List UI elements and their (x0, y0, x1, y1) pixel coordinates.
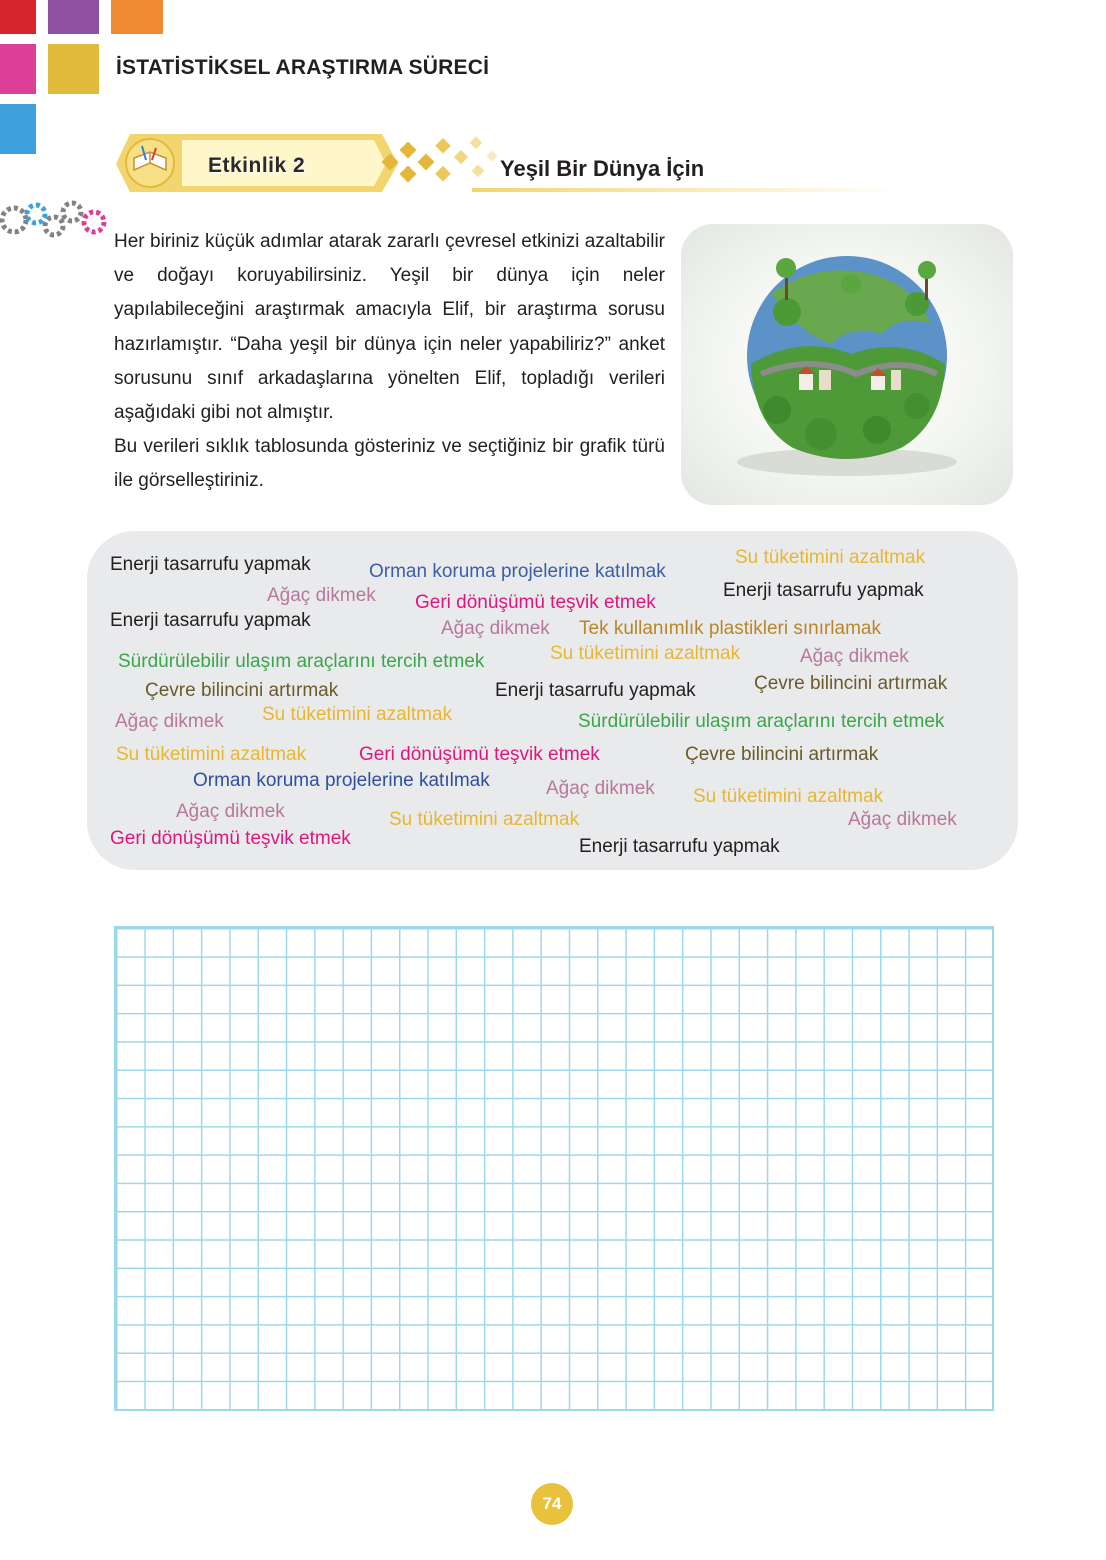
response-item: Orman koruma projelerine katılmak (369, 561, 666, 582)
response-item: Geri dönüşümü teşvik etmek (415, 592, 656, 613)
response-item: Ağaç dikmek (800, 646, 909, 667)
activity-label: Etkinlik 2 (208, 154, 306, 177)
green-globe-image (681, 224, 1013, 505)
response-item: Orman koruma projelerine katılmak (193, 770, 490, 791)
response-item: Enerji tasarrufu yapmak (579, 836, 780, 857)
response-item: Sürdürülebilir ulaşım araçlarını tercih etmek (118, 651, 485, 672)
response-item: Su tüketimini azaltmak (550, 643, 741, 664)
response-item: Enerji tasarrufu yapmak (495, 680, 696, 701)
intro-text (114, 225, 665, 499)
corner-square-orange (111, 0, 163, 34)
corner-square-pink (0, 44, 36, 94)
response-item: Su tüketimini azaltmak (262, 704, 453, 725)
response-item: Ağaç dikmek (848, 809, 957, 830)
page-number: 74 (531, 1483, 573, 1525)
response-item: Geri dönüşümü teşvik etmek (110, 828, 351, 849)
response-item: Enerji tasarrufu yapmak (110, 554, 311, 575)
response-item: Çevre bilincini artırmak (145, 680, 339, 701)
response-item: Ağaç dikmek (176, 801, 285, 822)
response-item: Su tüketimini azaltmak (735, 547, 926, 568)
response-item: Su tüketimini azaltmak (389, 809, 580, 830)
chapter-title: İSTATİSTİKSEL ARAŞTIRMA SÜRECİ (116, 56, 490, 79)
response-item: Enerji tasarrufu yapmak (723, 580, 924, 601)
response-item: Sürdürülebilir ulaşım araçlarını tercih etmek (578, 711, 945, 732)
response-item: Ağaç dikmek (267, 585, 376, 606)
intro-paragraph-2: Bu verileri sıklık tablosunda gösteriniz ve seçtiğiniz bir grafik türü ile görselleştiriniz. (114, 436, 665, 492)
response-item: Ağaç dikmek (441, 618, 550, 639)
response-item: Geri dönüşümü teşvik etmek (359, 744, 600, 765)
intro-paragraph-1: Her biriniz küçük adımlar atarak zararlı çevresel etkinizi azaltabilir ve doğayı koruyabilirsiniz. Yeşil bir dünya için neler yapılabileceğini araştırmak amacıyla Elif, bir araştırma sorusu hazırlamıştır. “Daha yeşil bir dünya için neler yapabiliriz?” anket sorusunu sınıf arkadaşlarına yönelten Elif, topladığı verileri aşağıdaki gibi not almıştır. (114, 231, 665, 424)
activity-title: Yeşil Bir Dünya İçin (500, 156, 705, 181)
diamond-pattern-icon (382, 136, 498, 182)
response-item: Enerji tasarrufu yapmak (110, 610, 311, 631)
response-item: Ağaç dikmek (115, 711, 224, 732)
gears-icon (0, 198, 112, 242)
response-item: Su tüketimini azaltmak (693, 786, 884, 807)
response-item: Tek kullanımlık plastikleri sınırlamak (579, 618, 881, 639)
corner-square-blue (0, 104, 36, 154)
response-item: Çevre bilincini artırmak (754, 673, 948, 694)
response-item: Çevre bilincini artırmak (685, 744, 879, 765)
corner-square-purple (48, 0, 99, 34)
answer-grid[interactable] (114, 926, 994, 1411)
response-item: Su tüketimini azaltmak (116, 744, 307, 765)
corner-square-yellow (48, 44, 99, 94)
response-item: Ağaç dikmek (546, 778, 655, 799)
corner-square-red (0, 0, 36, 34)
